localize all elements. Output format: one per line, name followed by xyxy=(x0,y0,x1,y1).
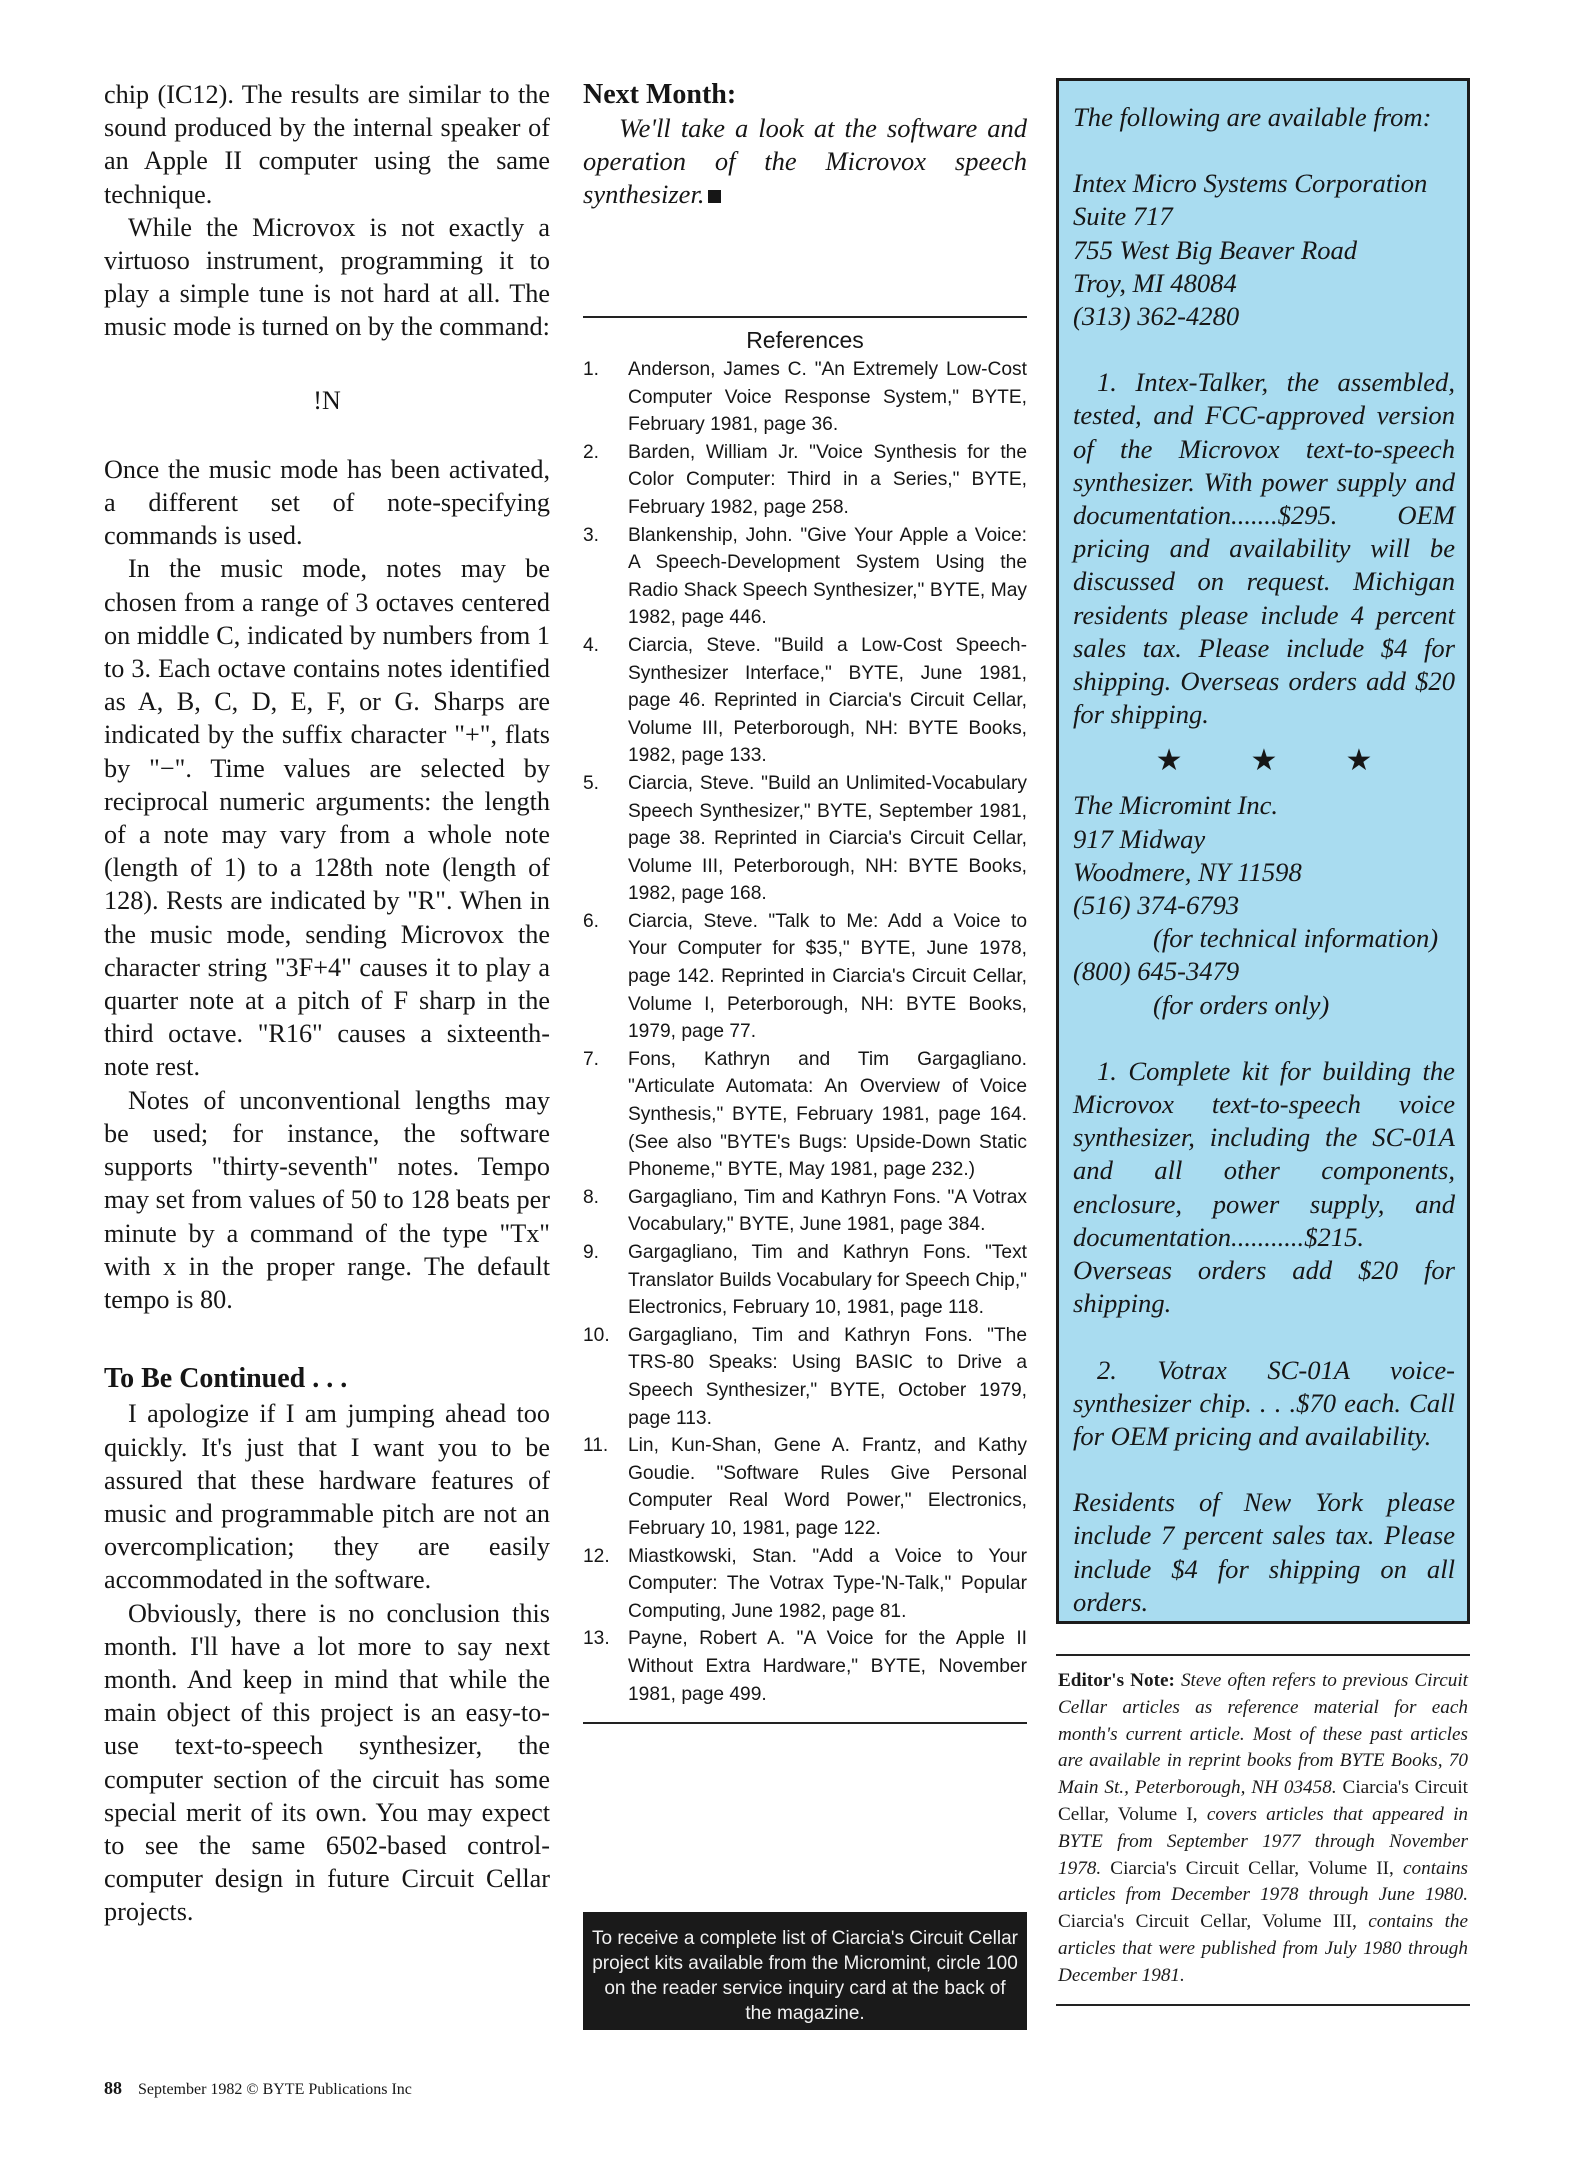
paragraph: Obviously, there is no conclusion this month. I'll have a lot more to say next month. And keep in mind that while the main object of this project is an easy-to-use text-to-speech synthesizer, the computer section of the circuit has some special merit of its own. You may expect to see the same 6502-based control-computer design in future Circuit Cellar projects. xyxy=(104,1598,550,1927)
reference-item xyxy=(583,632,1027,770)
volume-title: Ciarcia's Circuit Cellar, Volume I, xyxy=(1058,1777,1469,1825)
reference-number: 11. xyxy=(583,1435,609,1457)
command-example: !N xyxy=(313,385,341,415)
reference-number: 8. xyxy=(583,1186,600,1208)
section-heading: To Be Continued . . . xyxy=(104,1363,348,1395)
reference-item xyxy=(583,439,1027,522)
reference-item xyxy=(583,522,1027,632)
next-month-heading: Next Month: xyxy=(583,79,737,110)
editors-note-text: contains articles from December 1978 through June 1980. xyxy=(1058,1857,1469,1906)
intex-city: Troy, MI 48084 xyxy=(1073,267,1237,298)
editors-note xyxy=(1056,1654,1470,2006)
reference-text: Gargagliano, Tim and Kathryn Fons. "A Votrax Vocabulary," BYTE, June 1981, page 384. xyxy=(628,1186,1027,1236)
reference-text: Payne, Robert A. "A Voice for the Apple II Without Extra Hardware," BYTE, November 1981, page 499. xyxy=(628,1628,1027,1705)
reference-number: 1. xyxy=(583,359,600,380)
page-number: 88 xyxy=(104,2078,122,2098)
reference-text: Miastkowski, Stan. "Add a Voice to Your Computer: The Votrax Type-'N-Talk," Popular Computing, June 1982, page 81. xyxy=(628,1545,1027,1622)
reference-number: 7. xyxy=(583,1048,600,1070)
paragraph: chip (IC12). The results are similar to the sound produced by the internal speaker of an Apple II computer using the same technique. xyxy=(104,80,550,209)
paragraph: I apologize if I am jumping ahead too quickly. It's just that I want you to be assured that these hardware features of music and programmable pitch are not an overcomplication; they are easily accommodated in the software. xyxy=(104,1399,550,1595)
reference-number: 4. xyxy=(583,634,600,656)
reference-item xyxy=(583,1625,1027,1708)
micromint-item-chip: 2. Votrax SC-01A voice-synthesizer chip. . . .$70 each. Call for OEM pricing and availability. xyxy=(1073,1354,1455,1451)
reference-item xyxy=(583,1046,1027,1184)
star-icon: ★ xyxy=(1345,744,1373,778)
volume-title: Ciarcia's Circuit Cellar, Volume II, xyxy=(1110,1857,1394,1879)
reference-item xyxy=(583,770,1027,908)
article-left-column xyxy=(104,78,550,1929)
project-kits-promo: To receive a complete list of Ciarcia's Circuit Cellar project kits available from the Micromint, circle 100 on the reader service inquiry card at the back of the magazine. xyxy=(583,1912,1027,2030)
intex-suite: Suite 717 xyxy=(1073,201,1173,232)
reference-item xyxy=(583,1322,1027,1432)
micromint-phone-orders: (800) 645-3479 xyxy=(1073,956,1240,987)
reference-item xyxy=(583,1543,1027,1626)
intex-street: 755 West Big Beaver Road xyxy=(1073,234,1358,265)
availability-box xyxy=(1056,78,1470,1624)
volume-title: Ciarcia's Circuit Cellar, Volume III, xyxy=(1058,1911,1357,1933)
reference-item xyxy=(583,1239,1027,1322)
editors-note-label: Editor's Note: xyxy=(1058,1670,1175,1691)
footer-text: September 1982 © BYTE Publications Inc xyxy=(138,2081,412,2098)
reference-number: 3. xyxy=(583,524,600,546)
next-month-text xyxy=(583,112,1027,211)
intex-phone: (313) 362-4280 xyxy=(1073,301,1240,332)
reference-text: Fons, Kathryn and Tim Gargagliano. "Articulate Automata: An Overview of Voice Synthesis," BYTE, February 1981, page 164. (See also "BYTE's Bugs: Upside-Down Static Phoneme," BYTE, May 1981, page 232.) xyxy=(628,1048,1027,1181)
reference-text: Blankenship, John. "Give Your Apple a Voice: A Speech-Development System Using the Radio Shack Speech Synthesizer," BYTE, May 1982, page 446. xyxy=(628,524,1027,629)
editors-note-text: contains the articles that were published from July 1980 through December 1981. xyxy=(1058,1911,1469,1986)
star-icon: ★ xyxy=(1155,744,1183,778)
reference-text: Lin, Kun-Shan, Gene A. Frantz, and Kathy Goudie. "Software Rules Give Personal Computer Real Word Power," Electronics, February 10, 1981, page 122. xyxy=(628,1435,1027,1539)
paragraph: Notes of unconventional lengths may be used; for instance, the software supports "thirty-seventh" notes. Tempo may set from values of 50 to 128 beats per minute by a command of the type "Tx" with x in the proper range. The default tempo is 80. xyxy=(104,1085,550,1314)
reference-number: 6. xyxy=(583,910,600,932)
reference-text: Gargagliano, Tim and Kathryn Fons. "The TRS-80 Speaks: Using BASIC to Drive a Speech Synthesizer," BYTE, October 1979, page 113. xyxy=(628,1324,1027,1429)
intex-item: 1. Intex-Talker, the assembled, tested, and FCC-approved version of the Microvox text-to-speech synthesizer. With power supply and documentation.......$295. OEM pricing and availability will be discussed on request. Michigan residents please include 4 percent sales tax. Please include $4 for shipping. Overseas orders add $20 for shipping. xyxy=(1073,367,1455,730)
paragraph: While the Microvox is not exactly a virtuoso instrument, programming it to play a simple tune is not hard at all. The music mode is turned on by the command: xyxy=(104,212,550,342)
phone-note: (for technical information) xyxy=(1153,923,1439,954)
micromint-city: Woodmere, NY 11598 xyxy=(1073,856,1302,887)
reference-text: Barden, William Jr. "Voice Synthesis for the Color Computer: Third in a Series," BYTE, February 1982, page 258. xyxy=(628,441,1027,518)
micromint-phone-technical: (516) 374-6793 xyxy=(1073,890,1240,921)
intex-name: Intex Micro Systems Corporation xyxy=(1073,168,1428,199)
reference-text: Ciarcia, Steve. "Talk to Me: Add a Voice to Your Computer for $35," BYTE, June 1978, page 142. Reprinted in Ciarcia's Circuit Cellar, Volume I, Peterborough, NH: BYTE Books, 1979, page 77. xyxy=(628,910,1027,1043)
reference-item xyxy=(583,1432,1027,1542)
micromint-street: 917 Midway xyxy=(1073,823,1206,854)
reference-item xyxy=(583,1184,1027,1239)
reference-number: 5. xyxy=(583,772,600,794)
references-title: References xyxy=(746,327,864,353)
residents-note: Residents of New York please include 7 percent sales tax. Please include $4 for shipping on all orders. xyxy=(1073,1487,1455,1617)
reference-text: Gargagliano, Tim and Kathryn Fons. "Text Translator Builds Vocabulary for Speech Chip," Electronics, February 10, 1981, page 118. xyxy=(628,1242,1027,1319)
phone-note: (for orders only) xyxy=(1153,989,1330,1020)
reference-item xyxy=(583,356,1027,439)
reference-text: Ciarcia, Steve. "Build a Low-Cost Speech-Synthesizer Interface," BYTE, June 1981, page 46. Reprinted in Ciarcia's Circuit Cellar, Volume III, Peterborough, NH: BYTE Books, 1982, page 133. xyxy=(628,634,1027,767)
star-divider xyxy=(1073,743,1455,779)
reference-text: Ciarcia, Steve. "Build an Unlimited-Vocabulary Speech Synthesizer," BYTE, September 1981, page 38. Reprinted in Ciarcia's Circuit Cellar, Volume III, Peterborough, NH: BYTE Books, 1982, page 168. xyxy=(628,772,1027,905)
box-intro: The following are available from: xyxy=(1073,102,1432,132)
reference-number: 9. xyxy=(583,1242,600,1263)
editors-note-text: covers articles that appeared in BYTE from September 1977 through November 1978. xyxy=(1058,1803,1468,1879)
paragraph: In the music mode, notes may be chosen from a range of 3 octaves centered on middle C, indicated by numbers from 1 to 3. Each octave contains notes identified as A, B, C, D, E, F, or G. Sharps are indicated by the suffix character "+", flats by "−". Time values are selected by reciprocal numeric arguments: the length of a note may vary from a whole note (length of 1) to a 128th note (length of 128). Rests are indicated by "R". When in the music mode, sending Microvox the character string "3F+4" causes it to play a quarter note at a pitch of F sharp in the third octave. "R16" causes a sixteenth-note rest. xyxy=(104,554,550,1082)
next-month-section xyxy=(583,78,1027,211)
reference-number: 12. xyxy=(583,1545,610,1567)
micromint-name: The Micromint Inc. xyxy=(1073,790,1279,821)
editors-note-text: Steve often refers to previous Circuit Cellar articles as reference material for each month's current article. Most of these past articles are available in reprint books from BYTE Books, 70 Main St., Peterborough, NH 03458. xyxy=(1058,1670,1468,1799)
references-section xyxy=(583,316,1027,1724)
reference-number: 13. xyxy=(583,1628,610,1650)
star-icon: ★ xyxy=(1250,744,1278,778)
reference-text: Anderson, James C. "An Extremely Low-Cost Computer Voice Response System," BYTE, February 1981, page 36. xyxy=(628,359,1027,436)
micromint-item-kit: 1. Complete kit for building the Microvox text-to-speech voice synthesizer, including the SC-01A and all other components, enclosure, power supply, and documentation...........$215. Overseas orders add $20 for shipping. xyxy=(1073,1055,1455,1319)
page-footer xyxy=(104,2078,412,2099)
reference-number: 10. xyxy=(583,1324,610,1346)
end-mark-icon xyxy=(708,190,721,203)
reference-item xyxy=(583,908,1027,1046)
paragraph: Once the music mode has been activated, a different set of note-specifying commands is used. xyxy=(104,454,550,551)
reference-number: 2. xyxy=(583,441,600,463)
next-month-body: We'll take a look at the software and operation of the Microvox speech synthesizer. xyxy=(583,113,1027,209)
references-list xyxy=(583,356,1027,1708)
